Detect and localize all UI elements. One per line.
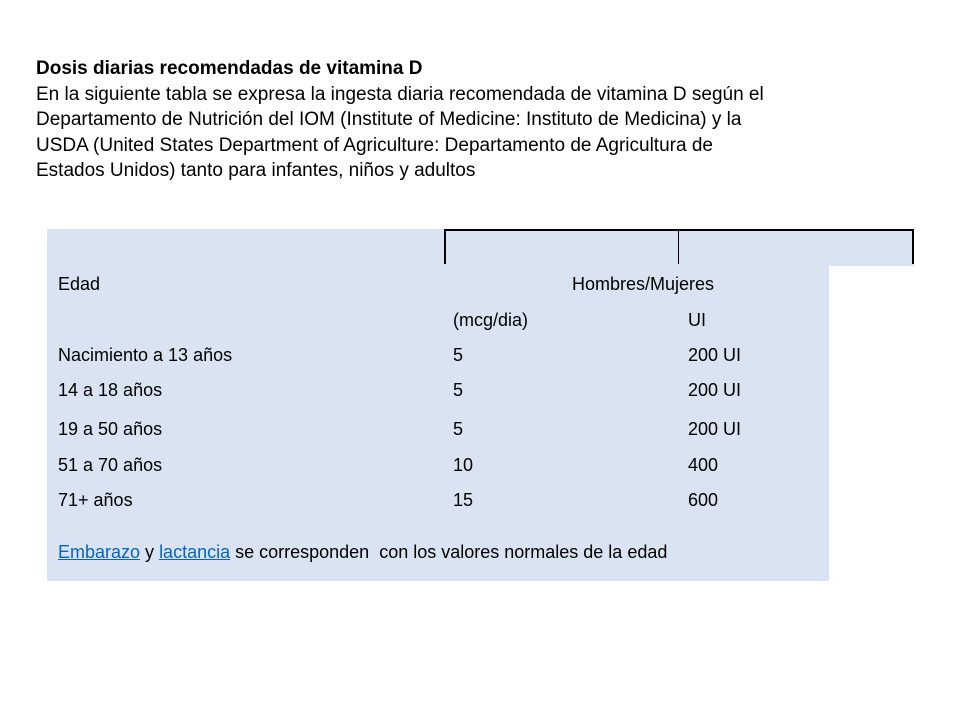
header-underline bbox=[444, 264, 914, 266]
row-2-age: 14 a 18 años bbox=[58, 380, 163, 400]
table-footnote bbox=[58, 541, 667, 563]
lactancia-link[interactable]: lactancia bbox=[159, 542, 231, 562]
row-2-mcg: 5 bbox=[453, 380, 464, 400]
embarazo-link[interactable]: Embarazo bbox=[58, 542, 141, 562]
row-5-ui: 600 bbox=[688, 490, 719, 510]
empty-header-cell-2 bbox=[678, 229, 914, 265]
row-3-ui: 200 UI bbox=[688, 419, 742, 439]
row-1-ui: 200 UI bbox=[688, 345, 742, 365]
unit-header-ui: UI bbox=[688, 310, 706, 330]
footnote-connector: y bbox=[140, 542, 160, 562]
row-5-mcg: 15 bbox=[453, 490, 474, 510]
column-header-group: Hombres/Mujeres bbox=[572, 274, 715, 294]
row-3-mcg: 5 bbox=[453, 419, 464, 439]
page-title: Dosis diarias recomendadas de vitamina D bbox=[36, 58, 423, 79]
row-2-ui: 200 UI bbox=[688, 380, 742, 400]
unit-header-mcg: (mcg/dia) bbox=[453, 310, 529, 330]
intro-block bbox=[36, 56, 916, 184]
footnote-text: se corresponden con los valores normales de la edad bbox=[230, 542, 668, 562]
row-4-ui: 400 bbox=[688, 455, 719, 475]
empty-header-cell-1 bbox=[444, 229, 680, 265]
intro-line-2: Departamento de Nutrición del IOM (Institute of Medicine: Instituto de Medicina) y la bbox=[36, 109, 742, 130]
row-1-mcg: 5 bbox=[453, 345, 464, 365]
row-4-age: 51 a 70 años bbox=[58, 455, 163, 475]
row-1-age: Nacimiento a 13 años bbox=[58, 345, 233, 365]
column-header-edad: Edad bbox=[58, 274, 101, 294]
row-3-age: 19 a 50 años bbox=[58, 419, 163, 439]
intro-line-4: Estados Unidos) tanto para infantes, niños y adultos bbox=[36, 160, 476, 181]
row-5-age: 71+ años bbox=[58, 490, 133, 510]
intro-line-1: En la siguiente tabla se expresa la ingesta diaria recomendada de vitamina D según el bbox=[36, 83, 764, 105]
intro-line-3: USDA (United States Department of Agriculture: Departamento de Agricultura de bbox=[36, 134, 713, 156]
row-4-mcg: 10 bbox=[453, 455, 474, 475]
